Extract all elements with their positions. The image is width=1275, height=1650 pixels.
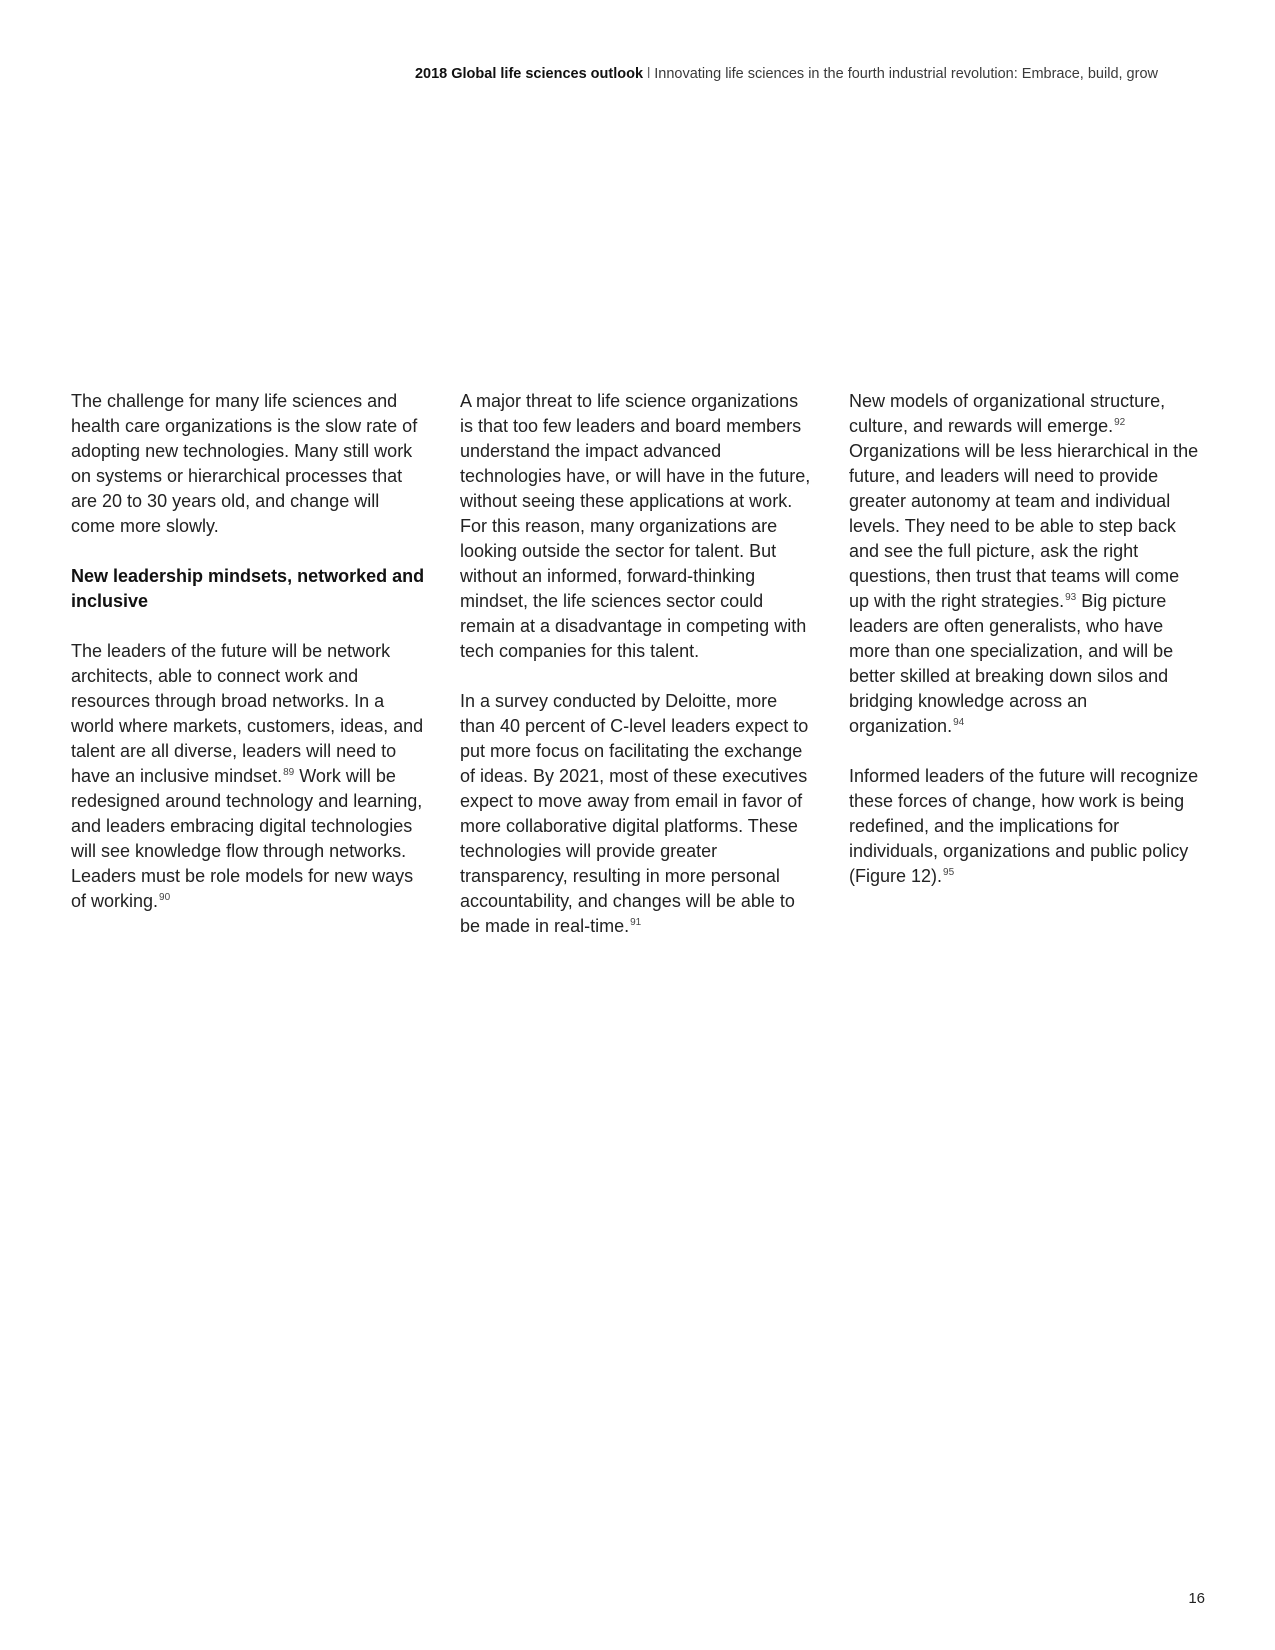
document-subtitle: Innovating life sciences in the fourth industrial revolution: Embrace, build, grow (654, 66, 1158, 82)
paragraph-text: Informed leaders of the future will recognize these forces of change, how work is being redefined, and the implications for individuals, organizations and public policy (Figure 12). (849, 766, 1199, 886)
footnote-ref-92: 92 (1114, 417, 1126, 428)
column-2 (460, 389, 814, 964)
footnote-ref-89: 89 (283, 767, 295, 778)
body-columns (71, 389, 1207, 964)
footnote-ref-93: 93 (1065, 592, 1077, 603)
column-1 (71, 389, 425, 964)
paragraph-text: New models of organizational structure, culture, and rewards will emerge. (849, 391, 1166, 436)
paragraph-text: Big picture leaders are often generalists, who have more than one specialization, and will be better skilled at breaking down silos and bridging knowledge across an organization. (849, 591, 1174, 736)
paragraph-major-threat: A major threat to life science organizations is that too few leaders and board members understand the impact advanced technologies have, or will have in the future, without seeing these applications at work. For this reason, many organizations are looking outside the sector for talent. But without an informed, forward-thinking mindset, the life sciences sector could remain at a disadvantage in competing with tech companies for this talent. (460, 391, 811, 661)
paragraph-text: Work will be redesigned around technology and learning, and leaders embracing digital technologies will see knowledge flow through networks. Leaders must be role models for new ways of working. (71, 766, 423, 911)
paragraph-network-architects (71, 639, 425, 914)
header-separator: l (647, 66, 651, 82)
document-title: 2018 Global life sciences outlook (414, 66, 644, 82)
paragraph-deloitte-survey (460, 689, 814, 939)
paragraph-slow-adoption: The challenge for many life sciences and health care organizations is the slow rate of adopting new technologies. Many still work on systems or hierarchical processes that are 20 to 30 years old, and change will come more slowly. (71, 391, 418, 536)
running-header (415, 66, 1158, 82)
footnote-ref-90: 90 (159, 892, 171, 903)
paragraph-text: The leaders of the future will be network architects, able to connect work and resources through broad networks. In a world where markets, customers, ideas, and talent are all diverse, leaders will need to have an inclusive mindset. (71, 641, 424, 786)
paragraph-text: Organizations will be less hierarchical in the future, and leaders will need to provide greater autonomy at team and individual levels. They need to be able to step back and see the full picture, ask the right questions, then trust that teams will come up with the right strategies. (849, 441, 1199, 611)
column-3 (849, 389, 1203, 964)
footnote-ref-91: 91 (630, 917, 642, 928)
page-number: 16 (1188, 1590, 1205, 1607)
paragraph-text: In a survey conducted by Deloitte, more than 40 percent of C-level leaders expect to put more focus on facilitating the exchange of ideas. By 2021, most of these executives expect to move away from email in favor of more collaborative digital platforms. These technologies will provide greater transparency, resulting in more personal accountability, and changes will be able to be made in real-time. (460, 691, 809, 936)
paragraph-informed-leaders (849, 764, 1203, 889)
footnote-ref-94: 94 (953, 717, 965, 728)
paragraph-new-models (849, 389, 1203, 739)
section-heading-new-leadership: New leadership mindsets, networked and inclusive (71, 566, 425, 611)
footnote-ref-95: 95 (943, 867, 955, 878)
